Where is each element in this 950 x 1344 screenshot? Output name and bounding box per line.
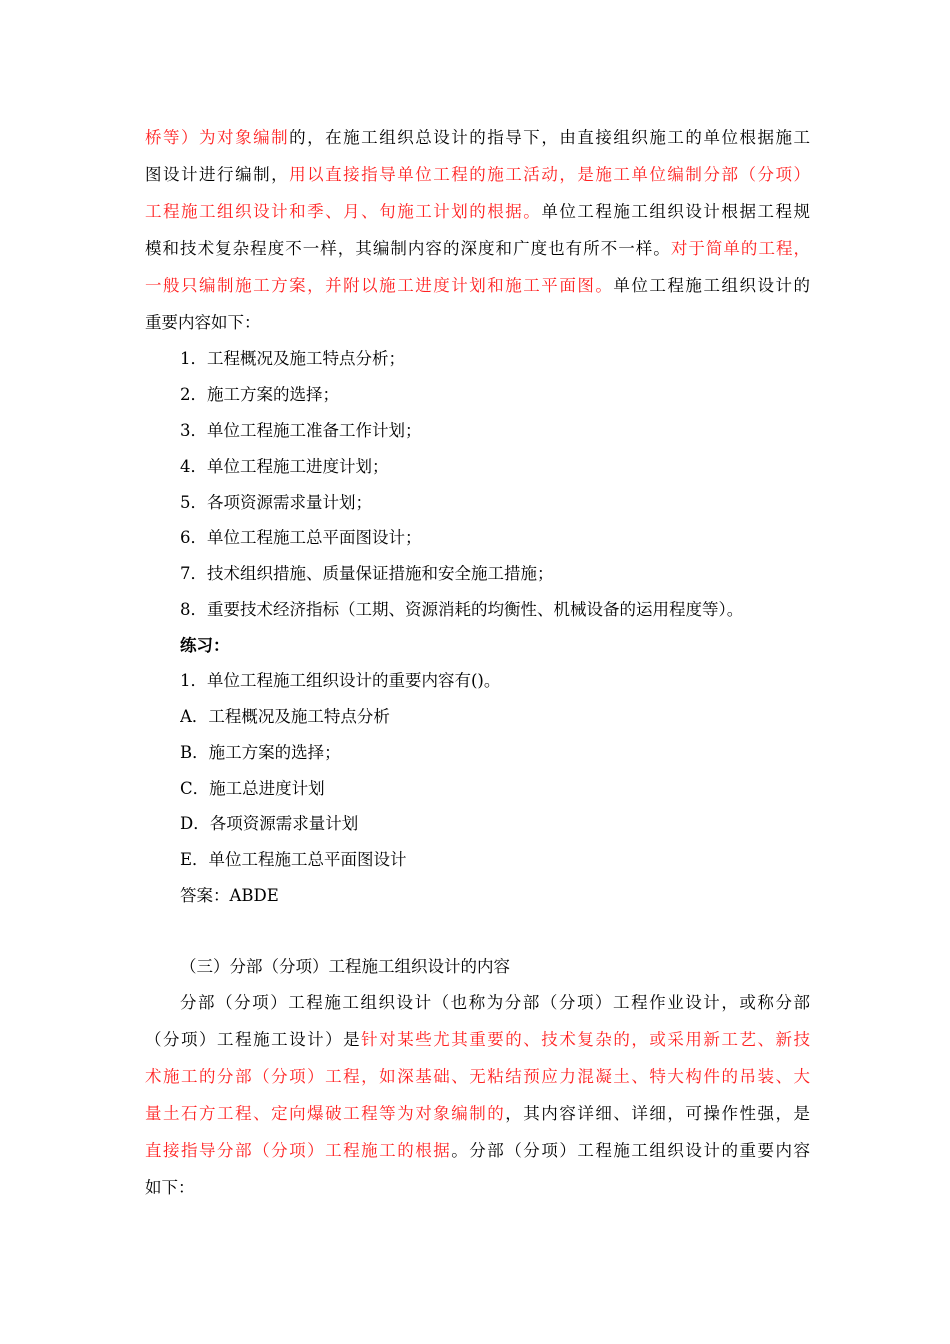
body-text: 单位工程施工组织设计根据工程规 [541, 202, 810, 221]
exercise-option: E．单位工程施工总平面图设计 [180, 850, 407, 869]
list-item: 7．技术组织措施、质量保证措施和安全施工措施； [180, 564, 554, 583]
list-item: 1．工程概况及施工特点分析； [180, 349, 405, 368]
para1-line-4 [145, 237, 810, 261]
body-text: 如下： [145, 1178, 195, 1197]
exercise-option: C．施工总进度计划 [180, 779, 325, 798]
section3-line-2 [145, 1028, 810, 1052]
exercise-option: D．各项资源需求量计划 [180, 814, 359, 833]
exercise-question: 1．单位工程施工组织设计的重要内容有()。 [180, 671, 501, 690]
list-item: 5．各项资源需求量计划； [180, 493, 372, 512]
section3-line-5 [145, 1139, 810, 1163]
section3-line-6 [145, 1176, 810, 1200]
exercise-answer: 答案：ABDE [180, 886, 279, 905]
list-item: 8．重要技术经济指标（工期、资源消耗的均衡性、机械设备的运用程度等）。 [180, 600, 744, 619]
section3-line-3 [145, 1065, 810, 1089]
emphasis-text: 量土石方工程、定向爆破工程等为对象编制的 [145, 1104, 506, 1123]
list-item: 3．单位工程施工准备工作计划； [180, 421, 422, 440]
para1-line-2 [145, 163, 810, 187]
emphasis-text: 桥等）为对象编制 [145, 128, 290, 147]
body-text: （分项）工程施工设计）是 [145, 1030, 362, 1049]
emphasis-text: 针对某些尤其重要的、技术复杂的，或采用新工艺、新技 [361, 1030, 810, 1049]
para1-line-6 [145, 311, 810, 335]
para1-line-5 [145, 274, 810, 298]
emphasis-text: 用以直接指导单位工程的施工活动，是施工单位编制分部（分项） [289, 165, 810, 184]
emphasis-text: 术施工的分部（分项）工程，如深基础、无粘结预应力混凝土、特大构件的吊装、大 [145, 1067, 810, 1086]
section3-line-1 [180, 991, 810, 1015]
list-item: 2．施工方案的选择； [180, 385, 339, 404]
emphasis-text: 直接指导分部（分项）工程施工的根据 [145, 1141, 452, 1160]
body-text: 分部（分项）工程施工组织设计（也称为分部（分项）工程作业设计，或称分部 [180, 993, 810, 1012]
emphasis-text: 一般只编制施工方案，并附以施工进度计划和施工平面图。 [145, 276, 614, 295]
body-text: 重要内容如下： [145, 313, 261, 332]
exercise-option: A．工程概况及施工特点分析 [180, 707, 390, 726]
section-title: （三）分部（分项）工程施工组织设计的内容 [180, 957, 510, 976]
section3-line-4 [145, 1102, 810, 1126]
body-text: 单位工程施工组织设计的 [613, 276, 810, 295]
body-text: ，其内容详细、详细，可操作性强，是 [505, 1104, 810, 1123]
body-text: 模和技术复杂程度不一样，其编制内容的深度和广度也有所不一样。 [145, 239, 671, 258]
emphasis-text: 工程施工组织设计和季、月、旬施工计划的根据。 [145, 202, 542, 221]
emphasis-text: 对于简单的工程， [670, 239, 810, 258]
para1-line-1 [145, 126, 810, 150]
body-text: 的，在施工组织总设计的指导下，由直接组织施工的单位根据施工 [289, 128, 810, 147]
body-text: 。分部（分项）工程施工组织设计的重要内容 [451, 1141, 810, 1160]
list-item: 6．单位工程施工总平面图设计； [180, 528, 422, 547]
body-text: 图设计进行编制， [145, 165, 290, 184]
exercise-option: B．施工方案的选择； [180, 743, 341, 762]
list-item: 4．单位工程施工进度计划； [180, 457, 389, 476]
para1-line-3 [145, 200, 810, 224]
exercise-heading: 练习： [180, 636, 230, 655]
